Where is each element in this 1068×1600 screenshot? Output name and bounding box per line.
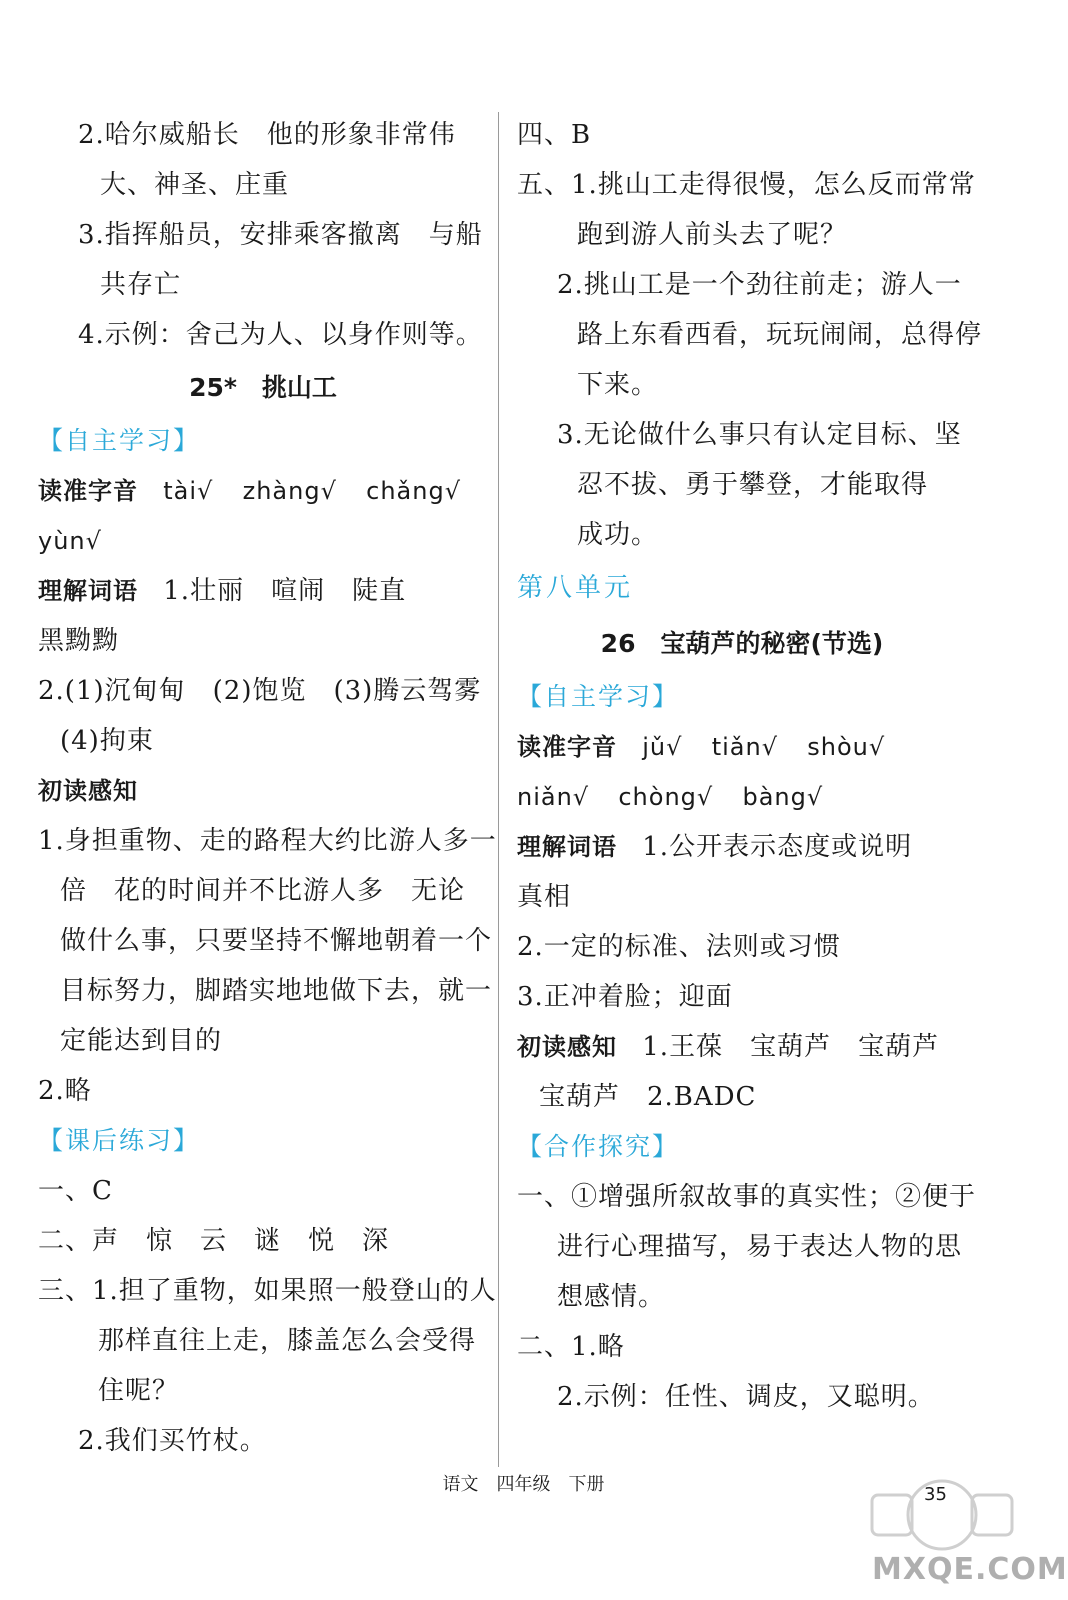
- left-column: [38, 110, 497, 1466]
- pinyin-row: [38, 466, 488, 516]
- answer-line: 黑黝黝: [38, 626, 120, 656]
- answer-line: 2.我们买竹杖。: [78, 1426, 267, 1456]
- vocab-answer: 1.壮丽 喧闹 陡直: [163, 576, 407, 606]
- answer-line: 2.略: [38, 1076, 92, 1106]
- vocab-row: [517, 822, 967, 872]
- answer-line: 一、①增强所叙故事的真实性；②便于: [517, 1182, 977, 1212]
- chudu-label: 初读感知: [517, 1033, 617, 1061]
- pinyin-row: [517, 722, 967, 772]
- pinyin-item: shòu√: [807, 733, 886, 761]
- answer-line: 下来。: [577, 370, 659, 400]
- section-heading-zizhu: 【自主学习】: [517, 682, 680, 711]
- pinyin-item: chòng√: [618, 783, 714, 811]
- answer-line: 倍 花的时间并不比游人多 无论: [60, 876, 466, 906]
- lijie-label: 理解词语: [517, 833, 617, 861]
- duzhun-label: 读准字音: [517, 733, 617, 761]
- answer-line: 三、1.担了重物，如果照一般登山的人: [38, 1276, 497, 1306]
- pinyin-item: zhàng√: [242, 477, 337, 505]
- pinyin-row: [38, 516, 488, 566]
- answer-line: 2.(1)沉甸甸 (2)饱览 (3)腾云驾雾: [38, 676, 482, 706]
- section-heading-hezuo: 【合作探究】: [517, 1132, 680, 1161]
- pinyin-item: jǔ√: [642, 733, 683, 761]
- watermark-text: MXQE.COM: [872, 1552, 1068, 1587]
- answer-line: 跑到游人前头去了呢？: [577, 220, 848, 250]
- answer-line: 路上东看西看，玩玩闹闹，总得停: [577, 320, 983, 350]
- answer-line: 那样直往上走，膝盖怎么会受得: [98, 1326, 477, 1356]
- answer-line: 2.挑山工是一个劲往前走；游人一: [557, 270, 962, 300]
- answer-line: 想感情。: [557, 1282, 666, 1312]
- pinyin-row: [517, 772, 967, 822]
- right-column: [517, 110, 983, 1422]
- pinyin-item: tài√: [163, 477, 214, 505]
- answer-line: 定能达到目的: [60, 1026, 223, 1056]
- answer-line: 进行心理描写，易于表达人物的思: [557, 1232, 963, 1262]
- vocab-answer: 1.公开表示态度或说明: [642, 832, 913, 862]
- page-number: 35: [924, 1484, 947, 1505]
- section-heading-kehou: 【课后练习】: [38, 1126, 201, 1155]
- chudu-row: [517, 1022, 967, 1072]
- answer-line: 一、C: [38, 1176, 113, 1206]
- chudu-label: 初读感知: [38, 777, 138, 805]
- answer-line: 2.示例：任性、调皮，又聪明。: [557, 1382, 935, 1412]
- answer-line: 成功。: [577, 520, 659, 550]
- answer-line: 宝葫芦 2.BADC: [539, 1082, 757, 1112]
- answer-line: 2.一定的标准、法则或习惯: [517, 932, 841, 962]
- duzhun-label: 读准字音: [38, 477, 138, 505]
- answer-line: 忍不拔、勇于攀登，才能取得: [577, 470, 929, 500]
- answer-line: 1.身担重物、走的路程大约比游人多一: [38, 826, 497, 856]
- answer-line: 做什么事，只要坚持不懈地朝着一个: [60, 926, 493, 956]
- lijie-label: 理解词语: [38, 577, 138, 605]
- answer-line: 二、1.略: [517, 1332, 625, 1362]
- answer-line: 3.无论做什么事只有认定目标、坚: [557, 420, 962, 450]
- answer-line: 3.正冲着脸；迎面: [517, 982, 733, 1012]
- unit-heading: 第八单元: [517, 573, 634, 603]
- answer-line: (4)拘束: [60, 726, 154, 756]
- column-divider: [498, 112, 499, 1467]
- pinyin-item: yùn√: [38, 527, 102, 555]
- chudu-answer: 1.王葆 宝葫芦 宝葫芦: [642, 1032, 940, 1062]
- answer-line: 4.示例：舍己为人、以身作则等。: [78, 320, 483, 350]
- answer-line: 二、声 惊 云 谜 悦 深: [38, 1226, 390, 1256]
- section-heading-zizhu: 【自主学习】: [38, 426, 201, 455]
- vocab-row: [38, 566, 488, 616]
- answer-line: 住呢？: [98, 1376, 180, 1406]
- answer-line: 真相: [517, 882, 572, 912]
- answer-line: 大、神圣、庄重: [100, 170, 290, 200]
- answer-line: 目标努力，脚踏实地地做下去，就一: [60, 976, 493, 1006]
- pinyin-item: bàng√: [742, 783, 824, 811]
- page-footer: 语文 四年级 下册: [442, 1474, 605, 1495]
- pinyin-item: chǎng√: [366, 477, 461, 505]
- answer-line: 五、1.挑山工走得很慢，怎么反而常常: [517, 170, 976, 200]
- lesson-title: 26 宝葫芦的秘密(节选): [600, 629, 884, 658]
- pinyin-item: tiǎn√: [711, 733, 778, 761]
- lesson-title: 25* 挑山工: [189, 373, 337, 402]
- answer-line: 四、B: [517, 120, 592, 150]
- pinyin-item: niǎn√: [517, 783, 590, 811]
- answer-line: 共存亡: [100, 270, 182, 300]
- answer-line: 3.指挥船员，安排乘客撤离 与船: [78, 220, 483, 250]
- answer-line: 2.哈尔威船长 他的形象非常伟: [78, 120, 456, 150]
